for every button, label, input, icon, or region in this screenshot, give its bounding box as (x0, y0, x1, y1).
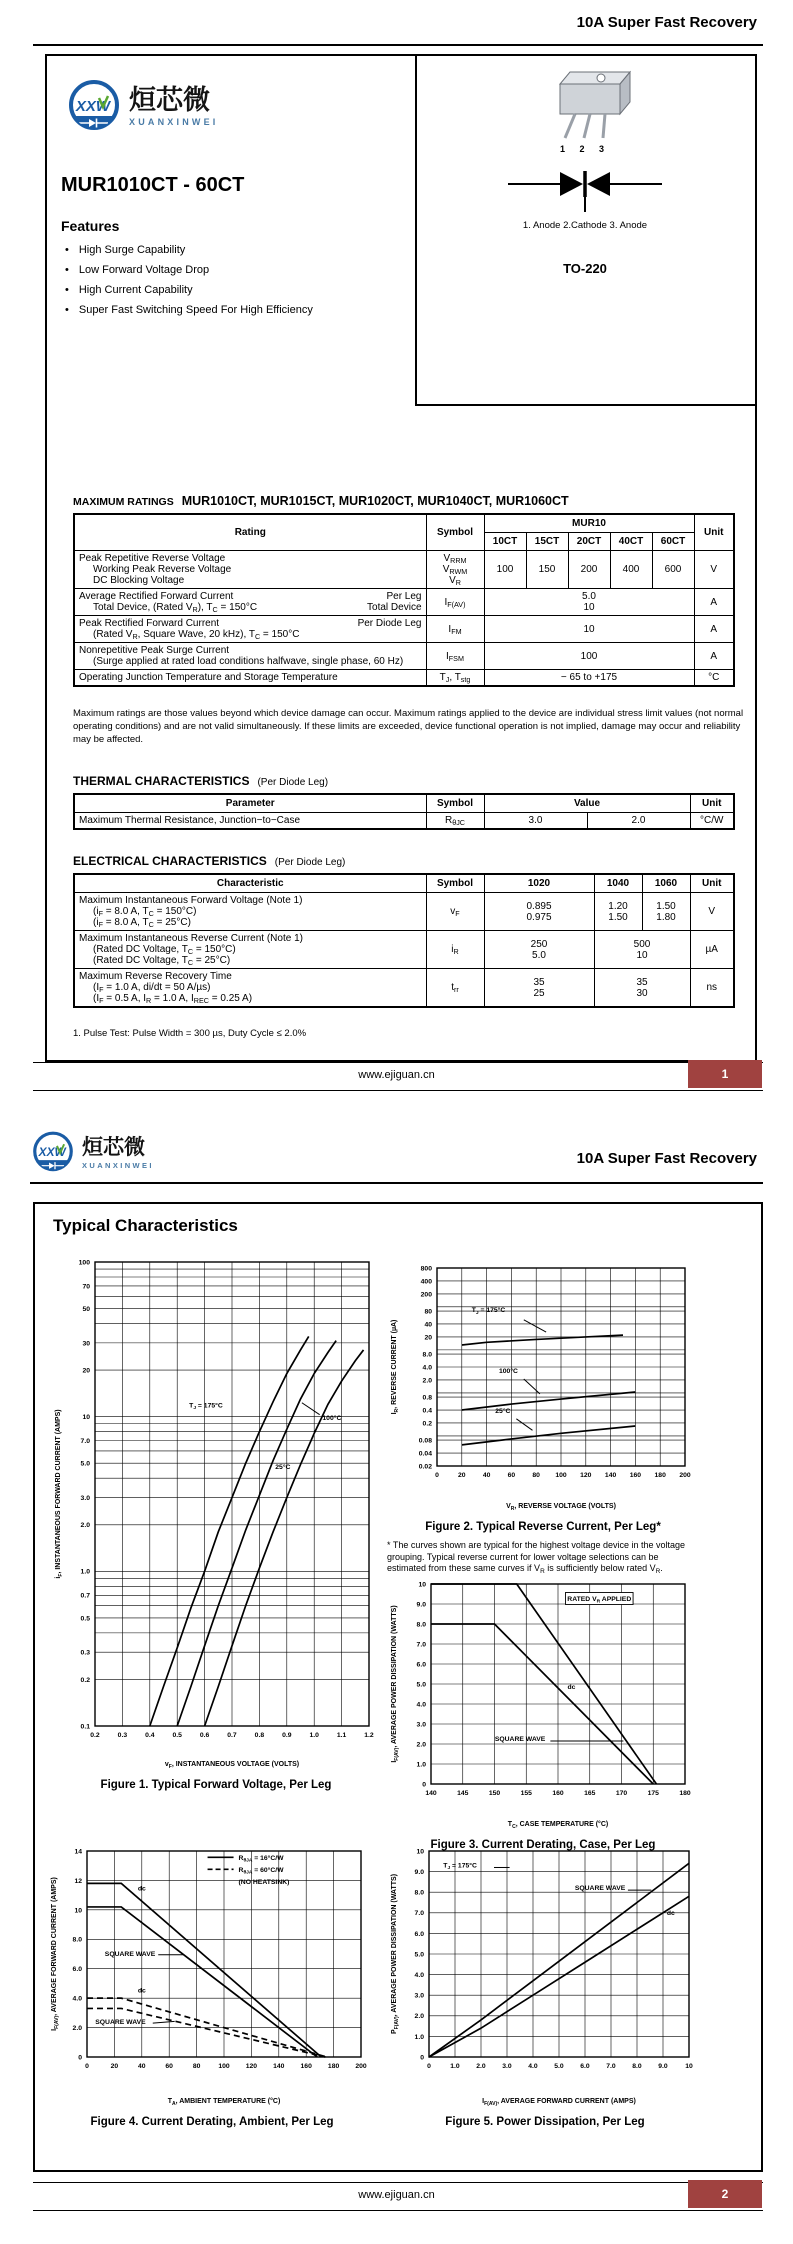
rating-cell: Nonrepetitive Peak Surge Current (Surge applied at rated load conditions halfwave, single phase, 60 Hz) (74, 643, 426, 670)
svg-text:SQUARE WAVE: SQUARE WAVE (574, 1885, 626, 1893)
figure-3-chart (387, 1570, 699, 1837)
svg-text:60: 60 (507, 1472, 516, 1479)
svg-text:6.0: 6.0 (414, 1930, 424, 1938)
svg-text:iF, INSTANTANEOUS FORWARD CURR: $i_F$, INSTANTANEOUS FORWARD CURRENT (AMPS) (55, 1409, 64, 1579)
footer-rule-bottom (33, 2210, 763, 2211)
svg-text:8.0: 8.0 (414, 1889, 424, 1897)
svg-text:0: 0 (427, 2063, 431, 2070)
electrical-table (73, 873, 735, 1008)
svg-text:5.0: 5.0 (554, 2063, 564, 2070)
svg-text:0.6: 0.6 (199, 1732, 210, 1739)
svg-text:0.8: 0.8 (422, 1394, 432, 1402)
svg-text:60: 60 (165, 2063, 173, 2070)
col-header: Rating (74, 514, 426, 551)
svg-text:100: 100 (78, 1259, 90, 1267)
col-header: Symbol (426, 514, 484, 551)
svg-text:9.0: 9.0 (658, 2063, 668, 2070)
thermal-title: THERMAL CHARACTERISTICS (73, 774, 250, 788)
svg-text:0.3: 0.3 (117, 1732, 128, 1739)
page-header-title: 10A Super Fast Recovery (576, 1150, 757, 1167)
to220-package-drawing (525, 66, 645, 142)
electrical-title: ELECTRICAL CHARACTERISTICS (73, 854, 267, 868)
thermal-heading (73, 774, 328, 788)
svg-text:1.0: 1.0 (450, 2063, 460, 2070)
svg-text:8.0: 8.0 (632, 2063, 642, 2070)
unit-cell: °C (694, 670, 734, 687)
value-cell: 35 25 (484, 969, 594, 1008)
table-header-row (74, 874, 734, 893)
svg-text:TJ = 175°C: $T_J = 175^\circ C$ (471, 1307, 506, 1316)
svg-text:0: 0 (78, 2054, 82, 2062)
col-group-header: MUR10 (484, 514, 694, 533)
symbol-cell: $t_{rr}$ (426, 969, 484, 1008)
bullet-icon: • (65, 304, 69, 316)
svg-text:100: 100 (555, 1472, 567, 1479)
svg-text:0.02: 0.02 (418, 1463, 432, 1471)
company-logo (65, 78, 219, 136)
svg-text:(NO HEATSINK): (NO HEATSINK) (238, 1878, 290, 1886)
value-cell: 100 (484, 551, 526, 589)
max-ratings-part-list: MUR1010CT, MUR1015CT, MUR1020CT, MUR1040CT, MUR1060CT (181, 494, 569, 508)
page-header-title: 10A Super Fast Recovery (576, 14, 757, 31)
value-cell: 0.895 0.975 (484, 893, 594, 931)
svg-text:IF(AV), AVERAGE POWER DISSIPAT: $I_{F(AV)}$, AVERAGE POWER DISSIPATION (WATTS) (391, 1605, 400, 1763)
feature-item (65, 244, 395, 256)
table-row (74, 589, 734, 616)
symbol-cell: $v_F$ (426, 893, 484, 931)
footer-rule-bottom (33, 1090, 763, 1091)
value-cell: 250 5.0 (484, 931, 594, 969)
svg-text:100°C: 100°C (322, 1415, 342, 1423)
svg-text:10: 10 (418, 1581, 426, 1589)
svg-text:180: 180 (327, 2063, 340, 2070)
svg-text:0.2: 0.2 (80, 1676, 90, 1684)
col-header: Unit (690, 794, 734, 813)
package-cell-bottom-border (415, 404, 755, 406)
svg-text:VR, REVERSE VOLTAGE (VOLTS): $V_R$, REVERSE VOLTAGE (VOLTS) (506, 1503, 616, 1512)
svg-text:100°C: 100°C (499, 1368, 518, 1376)
svg-text:SQUARE WAVE: SQUARE WAVE (95, 2018, 146, 2026)
feature-item (65, 264, 395, 276)
svg-text:TA, AMBIENT TEMPERATURE (°C): $T_A$, AMBIENT TEMPERATURE (°C) (167, 2098, 281, 2107)
logo-english-name: XUANXINWEI (129, 117, 219, 127)
value-cell: 500 10 (594, 931, 690, 969)
svg-text:dc: dc (137, 1987, 146, 1995)
symbol-cell: $T_J$, $T_{stg}$ (426, 670, 484, 687)
col-header: 60CT (652, 533, 694, 551)
svg-text:140: 140 (425, 1790, 437, 1797)
svg-text:3.0: 3.0 (502, 2063, 512, 2070)
svg-text:0.1: 0.1 (80, 1723, 90, 1731)
value-cell: 35 30 (594, 969, 690, 1008)
svg-text:RθJA = 60°C/W: $R_{\theta JA} = 60^\circ C/W$ (238, 1866, 284, 1876)
package-cell (415, 66, 755, 276)
svg-text:0.7: 0.7 (80, 1592, 90, 1600)
svg-text:0: 0 (422, 1781, 426, 1789)
figure-1-chart (51, 1252, 381, 1777)
svg-text:9.0: 9.0 (414, 1869, 424, 1876)
svg-text:dc: dc (666, 1909, 675, 1917)
figure-3-caption: Figure 3. Current Derating, Case, Per Leg (430, 1839, 656, 1851)
svg-text:25°C: 25°C (495, 1408, 511, 1416)
electrical-subtitle: (Per Diode Leg) (274, 857, 346, 868)
symbol-cell: $I_{F(AV)}$ (426, 589, 484, 616)
col-header: Value (484, 794, 690, 813)
value-cell: 600 (652, 551, 694, 589)
svg-text:10: 10 (416, 1848, 424, 1856)
svg-text:160: 160 (552, 1790, 564, 1797)
feature-item (65, 304, 395, 316)
svg-text:160: 160 (300, 2063, 312, 2070)
package-name: TO-220 (563, 261, 607, 276)
figure-3 (387, 1570, 699, 1851)
pin-names-label: 1. Anode 2.Cathode 3. Anode (522, 220, 648, 231)
svg-text:175: 175 (647, 1790, 659, 1797)
svg-text:IF(AV), AVERAGE FORWARD CURREN: $I_{F(AV)}$, AVERAGE FORWARD CURRENT (AMPS) (51, 1877, 60, 2031)
col-header: 40CT (610, 533, 652, 551)
col-header: Symbol (426, 874, 484, 893)
figure-5 (387, 1841, 703, 2128)
svg-text:IF(AV), AVERAGE FORWARD CURREN: $I_{F(AV)}$, AVERAGE FORWARD CURRENT (AMPS) (482, 2098, 636, 2107)
svg-text:145: 145 (457, 1790, 469, 1797)
footer-rule-top (33, 2182, 763, 2183)
svg-text:6.0: 6.0 (72, 1966, 82, 1974)
svg-text:140: 140 (273, 2063, 285, 2070)
svg-text:0.9: 0.9 (282, 1732, 292, 1739)
svg-text:7.0: 7.0 (606, 2063, 616, 2070)
col-header: Unit (694, 514, 734, 551)
table-header-row (74, 794, 734, 813)
svg-text:9.0: 9.0 (416, 1601, 426, 1609)
svg-text:RATED VR APPLIED: RATED $V_R$ APPLIED (567, 1596, 632, 1605)
svg-text:0.5: 0.5 (172, 1732, 182, 1739)
svg-text:150: 150 (488, 1790, 501, 1797)
bullet-icon: • (65, 284, 69, 296)
svg-text:10: 10 (74, 1907, 82, 1915)
page2-content-box (33, 1202, 763, 2172)
part-number-title: MUR1010CT - 60CT (61, 174, 245, 196)
table-header-row (74, 514, 734, 533)
svg-text:7.0: 7.0 (416, 1641, 426, 1649)
typical-characteristics-title: Typical Characteristics (53, 1216, 238, 1235)
svg-text:200: 200 (679, 1472, 691, 1479)
max-ratings-note: Maximum ratings are those values beyond which device damage can occur. Maximum ratings applied to the device are individual stress limit values (not normal operating conditions) and are not valid simultaneously. If these limits are exceeded, device functional operation is not implied, damage may occur and reliability may be affected. (73, 708, 744, 745)
page-2 (0, 1124, 793, 2244)
svg-text:0: 0 (85, 2063, 89, 2070)
svg-text:7.0: 7.0 (414, 1910, 424, 1918)
col-header: 1060 (642, 874, 690, 893)
figure-1 (51, 1252, 381, 1791)
svg-text:TC, CASE TEMPERATURE (°C): $T_C$, CASE TEMPERATURE (°C) (507, 1821, 609, 1830)
svg-text:20: 20 (110, 2063, 119, 2070)
svg-text:3.0: 3.0 (416, 1721, 426, 1729)
unit-cell: A (694, 589, 734, 616)
svg-text:80: 80 (192, 2063, 201, 2070)
svg-text:vF, INSTANTANEOUS VOLTAGE (VOL: $v_F$, INSTANTANEOUS VOLTAGE (VOLTS) (164, 1761, 300, 1770)
svg-text:100: 100 (218, 2063, 230, 2070)
svg-text:RθJA = 16°C/W: $R_{\theta JA} = 16^\circ C/W$ (238, 1854, 284, 1864)
logo-text (129, 87, 219, 127)
symbol-cell: $R_{\theta JC}$ (426, 813, 484, 830)
svg-text:20: 20 (82, 1367, 90, 1375)
svg-text:2.0: 2.0 (422, 1377, 432, 1385)
table-row (74, 893, 734, 931)
col-header: 10CT (484, 533, 526, 551)
svg-text:0.2: 0.2 (90, 1732, 100, 1739)
pin-numbers: 1 2 3 (559, 144, 611, 154)
table-row (74, 931, 734, 969)
electrical-heading (73, 854, 345, 868)
rating-cell: Operating Junction Temperature and Storage Temperature (74, 670, 426, 687)
svg-text:50: 50 (82, 1305, 90, 1313)
bullet-icon: • (65, 264, 69, 276)
svg-text:0.8: 0.8 (254, 1732, 265, 1739)
svg-text:3.0: 3.0 (80, 1494, 90, 1502)
characteristic-cell: Maximum Reverse Recovery Time ($I_F = 1.0$ A, di/dt = 50 A/µs) ($I_F = 0.5$ A, $I_R = 1.0$ A, $I_{REC} = 0.25$ A) (74, 969, 426, 1008)
svg-text:12: 12 (74, 1877, 82, 1885)
svg-text:40: 40 (482, 1472, 491, 1479)
svg-text:7.0: 7.0 (80, 1438, 90, 1446)
footer-url: www.ejiguan.cn (358, 2189, 435, 2201)
figure-4 (47, 1841, 377, 2128)
feature-text: Low Forward Voltage Drop (78, 264, 210, 276)
symbol-cell: $V_{RRM}$ $V_{RWM}$ $V_R$ (426, 551, 484, 589)
svg-text:10: 10 (685, 2063, 693, 2070)
svg-text:4.0: 4.0 (416, 1701, 426, 1709)
svg-text:20: 20 (424, 1334, 432, 1342)
svg-text:0.4: 0.4 (145, 1732, 155, 1739)
svg-text:4.0: 4.0 (422, 1364, 432, 1372)
figure-2-caption: Figure 2. Typical Reverse Current, Per Leg* (425, 1521, 661, 1533)
pulse-test-note: 1. Pulse Test: Pulse Width = 300 µs, Duty Cycle ≤ 2.0% (73, 1028, 307, 1039)
value-cell: 100 (484, 643, 694, 670)
svg-text:5.0: 5.0 (414, 1951, 424, 1959)
page-number-badge: 1 (688, 1060, 762, 1088)
value-cell: − 65 to +175 (484, 670, 694, 687)
table-row (74, 813, 734, 830)
figure-2-chart (387, 1256, 699, 1519)
logo-mark-icon (65, 78, 123, 136)
bullet-icon: • (65, 244, 69, 256)
svg-text:4.0: 4.0 (414, 1972, 424, 1979)
col-header: Characteristic (74, 874, 426, 893)
logo-monogram: XXW (75, 98, 111, 115)
svg-text:1.0: 1.0 (309, 1732, 319, 1739)
value-cell: 150 (526, 551, 568, 589)
svg-text:1.1: 1.1 (336, 1732, 347, 1739)
feature-item (65, 284, 395, 296)
figure-2-note: * The curves shown are typical for the highest voltage device in the voltage grouping. Typical reverse current for lower voltage selections can be estimated from these same curves if $V_R$ is sufficiently below rated $V_R$. (387, 1540, 686, 1576)
svg-text:180: 180 (654, 1472, 666, 1479)
svg-text:2.0: 2.0 (414, 2013, 424, 2021)
col-header: 1040 (594, 874, 642, 893)
table-row (74, 670, 734, 687)
svg-text:20: 20 (458, 1472, 466, 1479)
unit-cell: A (694, 643, 734, 670)
feature-text: High Current Capability (78, 284, 193, 296)
svg-text:PF(AV), AVERAGE POWER DISSIPAT: $P_{F(AV)}$, AVERAGE POWER DISSIPATION (WATTS) (391, 1873, 400, 2035)
value-cell: 5.0 10 (484, 589, 694, 616)
value-cell: 400 (610, 551, 652, 589)
features-list (65, 244, 395, 324)
symbol-cell: $i_R$ (426, 931, 484, 969)
table-row (74, 643, 734, 670)
svg-text:0.08: 0.08 (418, 1437, 432, 1445)
feature-text: High Surge Capability (78, 244, 186, 256)
svg-text:IR, REVERSE CURRENT (µA): $I_R$, REVERSE CURRENT (µA) (391, 1319, 400, 1415)
svg-text:80: 80 (424, 1308, 432, 1316)
logo-monogram: XXW (38, 1145, 66, 1160)
characteristic-cell: Maximum Instantaneous Forward Voltage (Note 1) ($i_F = 8.0$ A, $T_C = 150^\circ C$) ($i_F = 8.0$ A, $T_C = 25^\circ C$) (74, 893, 426, 931)
value-cell: 10 (484, 616, 694, 643)
figure-5-caption: Figure 5. Power Dissipation, Per Leg (445, 2116, 645, 2128)
svg-text:180: 180 (679, 1790, 691, 1797)
characteristic-cell: Maximum Instantaneous Reverse Current (Note 1) (Rated DC Voltage, $T_C = 150^\circ C$) (Rated DC Voltage, $T_C = 25^\circ C$) (74, 931, 426, 969)
symbol-cell: $I_{FSM}$ (426, 643, 484, 670)
svg-text:SQUARE WAVE: SQUARE WAVE (494, 1736, 546, 1743)
features-heading: Features (61, 218, 120, 234)
svg-text:400: 400 (420, 1278, 432, 1286)
svg-text:TJ = 175°C: $T_J = 175^\circ C$ (443, 1862, 477, 1872)
svg-text:120: 120 (245, 2063, 258, 2070)
figure-4-caption: Figure 4. Current Derating, Ambient, Per Leg (90, 2116, 334, 2128)
svg-text:0.4: 0.4 (422, 1407, 432, 1415)
header-rule (33, 44, 763, 46)
svg-text:1.0: 1.0 (416, 1761, 426, 1769)
svg-text:5.0: 5.0 (416, 1681, 426, 1689)
symbol-cell: $I_{FM}$ (426, 616, 484, 643)
value-cell: 2.0 (587, 813, 690, 830)
figure-1-caption: Figure 1. Typical Forward Voltage, Per Leg (100, 1779, 332, 1791)
svg-text:4.0: 4.0 (72, 1995, 82, 2003)
svg-text:165: 165 (584, 1790, 596, 1797)
logo-chinese-name: 烜芯微 (82, 1135, 145, 1159)
unit-cell: V (694, 551, 734, 589)
svg-text:TJ = 175°C: $T_J = 175^\circ C$ (189, 1402, 223, 1411)
svg-text:0.5: 0.5 (80, 1615, 90, 1623)
rating-cell: Average Rectified Forward Current Total Device, (Rated $V_R$), $T_C = 150^\circ C$ Per Leg Total Device (74, 589, 426, 616)
svg-text:10: 10 (82, 1414, 90, 1422)
svg-text:140: 140 (604, 1472, 617, 1479)
value-cell: 1.20 1.50 (594, 893, 642, 931)
svg-text:70: 70 (82, 1283, 90, 1291)
svg-text:120: 120 (580, 1472, 592, 1479)
svg-text:8.0: 8.0 (72, 1936, 82, 1944)
svg-text:160: 160 (629, 1472, 642, 1479)
svg-text:0.7: 0.7 (227, 1732, 237, 1739)
svg-text:170: 170 (615, 1790, 628, 1797)
unit-cell: A (694, 616, 734, 643)
svg-text:1.0: 1.0 (414, 2033, 424, 2041)
unit-cell: ns (690, 969, 734, 1008)
footer-url: www.ejiguan.cn (358, 1069, 435, 1081)
col-header: 1020 (484, 874, 594, 893)
svg-text:dc: dc (567, 1684, 576, 1691)
logo-english-name: XUANXINWEI (82, 1160, 154, 1170)
svg-text:dc: dc (137, 1885, 146, 1893)
col-header: Unit (690, 874, 734, 893)
svg-text:2.0: 2.0 (416, 1741, 426, 1749)
svg-text:200: 200 (420, 1291, 432, 1299)
figure-4-chart (47, 1841, 377, 2114)
figure-2 (387, 1256, 699, 1533)
page1-content-box (45, 54, 757, 1062)
svg-text:0: 0 (435, 1472, 439, 1479)
footer-rule-top (33, 1062, 763, 1063)
logo-chinese-name: 烜芯微 (129, 85, 210, 115)
col-header: Parameter (74, 794, 426, 813)
svg-text:0.2: 0.2 (422, 1420, 432, 1428)
col-header: 20CT (568, 533, 610, 551)
table-row (74, 969, 734, 1008)
svg-text:1.2: 1.2 (364, 1732, 374, 1739)
svg-text:0.3: 0.3 (80, 1649, 90, 1657)
company-logo (30, 1130, 154, 1176)
svg-text:6.0: 6.0 (416, 1661, 426, 1669)
value-cell: 3.0 (484, 813, 587, 830)
svg-text:0: 0 (420, 2054, 424, 2062)
col-header: Symbol (426, 794, 484, 813)
svg-text:40: 40 (138, 2063, 146, 2070)
svg-text:155: 155 (520, 1790, 532, 1797)
logo-text (82, 1137, 154, 1170)
parameter-cell: Maximum Thermal Resistance, Junction−to−Case (74, 813, 426, 830)
svg-text:1.0: 1.0 (80, 1568, 90, 1576)
col-header: 15CT (526, 533, 568, 551)
rating-cell: Peak Rectified Forward Current (Rated $V_R$, Square Wave, 20 kHz), $T_C = 150^\circ C$ Per Diode Leg (74, 616, 426, 643)
thermal-table (73, 793, 735, 830)
svg-text:0.04: 0.04 (418, 1450, 432, 1458)
rating-cell: Peak Repetitive Reverse Voltage Working Peak Reverse Voltage DC Blocking Voltage (74, 551, 426, 589)
dual-diode-symbol-icon (500, 164, 670, 218)
svg-text:30: 30 (82, 1340, 90, 1348)
max-ratings-label: MAXIMUM RATINGS (73, 496, 174, 508)
svg-text:800: 800 (420, 1265, 432, 1273)
svg-text:2.0: 2.0 (80, 1522, 90, 1530)
svg-text:25°C: 25°C (275, 1463, 291, 1471)
max-ratings-table (73, 513, 735, 687)
unit-cell: µA (690, 931, 734, 969)
svg-text:3.0: 3.0 (414, 1992, 424, 2000)
logo-mark-icon (30, 1130, 76, 1176)
value-cell: 200 (568, 551, 610, 589)
table-row (74, 551, 734, 589)
page-number-badge: 2 (688, 2180, 762, 2208)
svg-text:SQUARE WAVE: SQUARE WAVE (104, 1951, 156, 1959)
unit-cell: °C/W (690, 813, 734, 830)
svg-text:8.0: 8.0 (416, 1621, 426, 1629)
value-cell: 1.50 1.80 (642, 893, 690, 931)
header-rule (30, 1182, 763, 1184)
svg-text:6.0: 6.0 (580, 2063, 590, 2070)
max-ratings-heading (73, 494, 569, 508)
svg-text:4.0: 4.0 (528, 2063, 538, 2070)
feature-text: Super Fast Switching Speed For High Efficiency (78, 304, 313, 316)
table-row (74, 616, 734, 643)
svg-text:8.0: 8.0 (422, 1351, 432, 1359)
svg-text:2.0: 2.0 (72, 2024, 82, 2032)
thermal-subtitle: (Per Diode Leg) (257, 777, 329, 788)
svg-text:40: 40 (424, 1321, 432, 1329)
figure-5-chart (387, 1841, 703, 2114)
svg-text:2.0: 2.0 (476, 2063, 486, 2070)
svg-text:5.0: 5.0 (80, 1460, 90, 1468)
unit-cell: V (690, 893, 734, 931)
svg-text:200: 200 (355, 2063, 367, 2070)
svg-text:80: 80 (532, 1472, 540, 1479)
svg-text:14: 14 (74, 1848, 82, 1856)
